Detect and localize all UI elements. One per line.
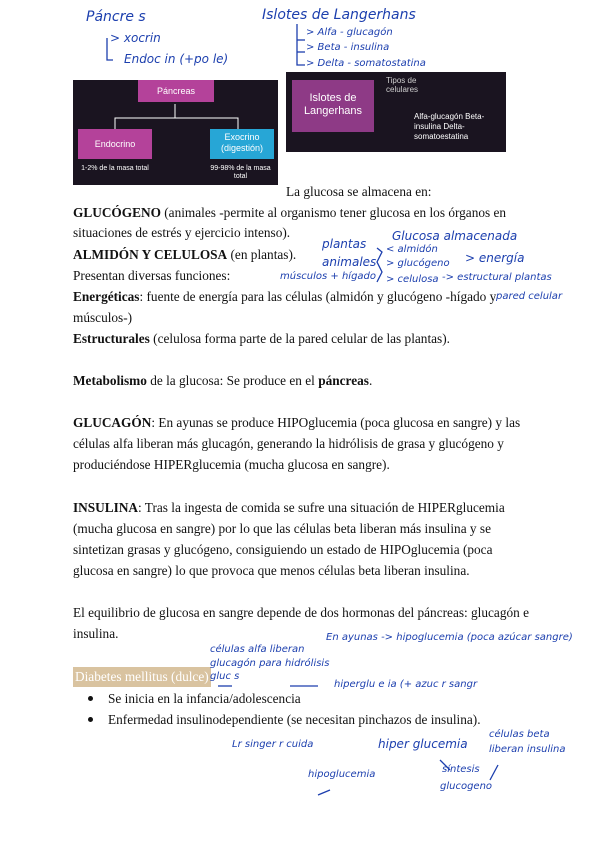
text-line: músculos-) bbox=[73, 310, 133, 325]
text-line: ALMIDÓN Y CELULOSA (en plantas). bbox=[73, 247, 297, 262]
endocrino-box: Endocrino bbox=[78, 129, 152, 159]
text-line: GLUCAGÓN: En ayunas se produce HIPOglucemia (poca glucosa en sangre) y las bbox=[73, 415, 521, 430]
list-item: Se inicia en la infancia/adolescencia bbox=[108, 691, 301, 706]
pancreas-diagram bbox=[73, 80, 278, 185]
exocrino-box: Exocrino (digestión) bbox=[210, 129, 274, 159]
hw-delta: > Delta - somatostatina bbox=[306, 58, 426, 69]
hw-gluc: gluc s bbox=[210, 671, 240, 682]
pancreas-box: Páncreas bbox=[138, 80, 214, 102]
text-line: El equilibrio de glucosa en sangre depende de dos hormonas del páncreas: glucagón e bbox=[73, 605, 530, 620]
hw-estructural: -> estructural plantas bbox=[442, 272, 552, 283]
hw-energia: > energía bbox=[465, 251, 525, 265]
hw-musculos-higado: músculos + hígado bbox=[280, 271, 377, 282]
hw-en-ayunas: En ayunas -> hipoglucemia (poca azúcar sangre) bbox=[326, 632, 573, 643]
tipos-list: Alfa-glucagón Beta-insulina Delta-somatoestatina bbox=[414, 112, 485, 141]
text-line: glucosa en sangre) lo que provoca que menos células beta liberan insulina. bbox=[73, 563, 470, 578]
hw-sintesis: síntesis bbox=[442, 764, 480, 775]
hw-pancreas: Páncre s bbox=[86, 9, 146, 25]
hw-pared-celular: pared celular bbox=[496, 291, 563, 302]
endocrino-note: 1-2% de la masa total bbox=[81, 165, 149, 172]
hw-endocrino: Endoc in (+po le) bbox=[124, 52, 229, 66]
hw-ingesta: Lr singer r cuida bbox=[232, 739, 314, 750]
text-line: Energéticas: fuente de energía para las células (almidón y glucógeno -hígado y bbox=[73, 289, 497, 304]
hw-islotes-title: Islotes de Langerhans bbox=[262, 7, 416, 23]
tipos-label: Tipos de celulares bbox=[386, 76, 419, 94]
hw-alfa: > Alfa - glucagón bbox=[306, 27, 393, 38]
hw-glucagon-hidrolisis: glucagón para hidrólisis bbox=[210, 658, 330, 669]
text-line: insulina. bbox=[73, 626, 119, 641]
text-line: sintetizan grasas y glucógeno, consiguiendo un estado de HIPOglucemia (poca bbox=[73, 542, 493, 557]
hw-celulas-beta: células beta bbox=[489, 729, 550, 740]
islotes-box: Islotes de Langerhans bbox=[292, 80, 374, 132]
hw-hipoglucemia: hipoglucemia bbox=[308, 769, 376, 780]
hw-liberan-insulina: liberan insulina bbox=[489, 744, 566, 755]
hw-glucogeno: > glucógeno bbox=[386, 258, 450, 269]
exocrino-note: 99-98% de la masa total bbox=[210, 165, 271, 180]
hw-animales: animales bbox=[322, 255, 377, 269]
islotes-diagram bbox=[286, 72, 506, 152]
text-line: células alfa liberan más glucagón, generando la hidrólisis de grasa y glucógeno y bbox=[73, 436, 504, 451]
hw-hiperglucemia: hiperglu e ia (+ azuc r sangr bbox=[334, 679, 478, 690]
hw-celulosa: > celulosa bbox=[386, 274, 439, 285]
hw-glucogeno-2: glucogeno bbox=[440, 781, 493, 792]
bullet-dot bbox=[88, 696, 93, 701]
text-line: GLUCÓGENO (animales -permite al organismo tener glucosa en los órganos en bbox=[73, 205, 507, 220]
text-line: La glucosa se almacena en: bbox=[286, 184, 432, 199]
hw-almidon: < almidón bbox=[386, 244, 438, 255]
text-line: produciéndose HIPERglucemia (mucha glucosa en sangre). bbox=[73, 457, 390, 472]
text-line: Metabolismo de la glucosa: Se produce en el páncreas. bbox=[73, 373, 373, 388]
section-heading: Diabetes mellitus (dulce) bbox=[73, 667, 211, 687]
hw-plantas: plantas bbox=[322, 237, 367, 251]
text-line: (mucha glucosa en sangre) por lo que las células beta liberan más insulina y se bbox=[73, 521, 491, 536]
hw-glucosa-almacenada: Glucosa almacenada bbox=[392, 229, 518, 243]
bullet-dot bbox=[88, 717, 93, 722]
text-line: Presentan diversas funciones: bbox=[73, 268, 231, 283]
hw-celulas-alfa: células alfa liberan bbox=[210, 644, 305, 655]
text-line: Estructurales (celulosa forma parte de la pared celular de las plantas). bbox=[73, 331, 450, 346]
text-line: situaciones de estrés y ejercicio intenso). bbox=[73, 225, 291, 240]
hw-hiper-glucemia: hiper glucemia bbox=[378, 737, 468, 751]
hw-beta: > Beta - insulina bbox=[306, 42, 390, 53]
hw-exocrino: > xocrin bbox=[110, 31, 161, 45]
text-line: INSULINA: Tras la ingesta de comida se sufre una situación de HIPERglucemia bbox=[73, 500, 505, 515]
list-item: Enfermedad insulinodependiente (se necesitan pinchazos de insulina). bbox=[108, 712, 481, 727]
